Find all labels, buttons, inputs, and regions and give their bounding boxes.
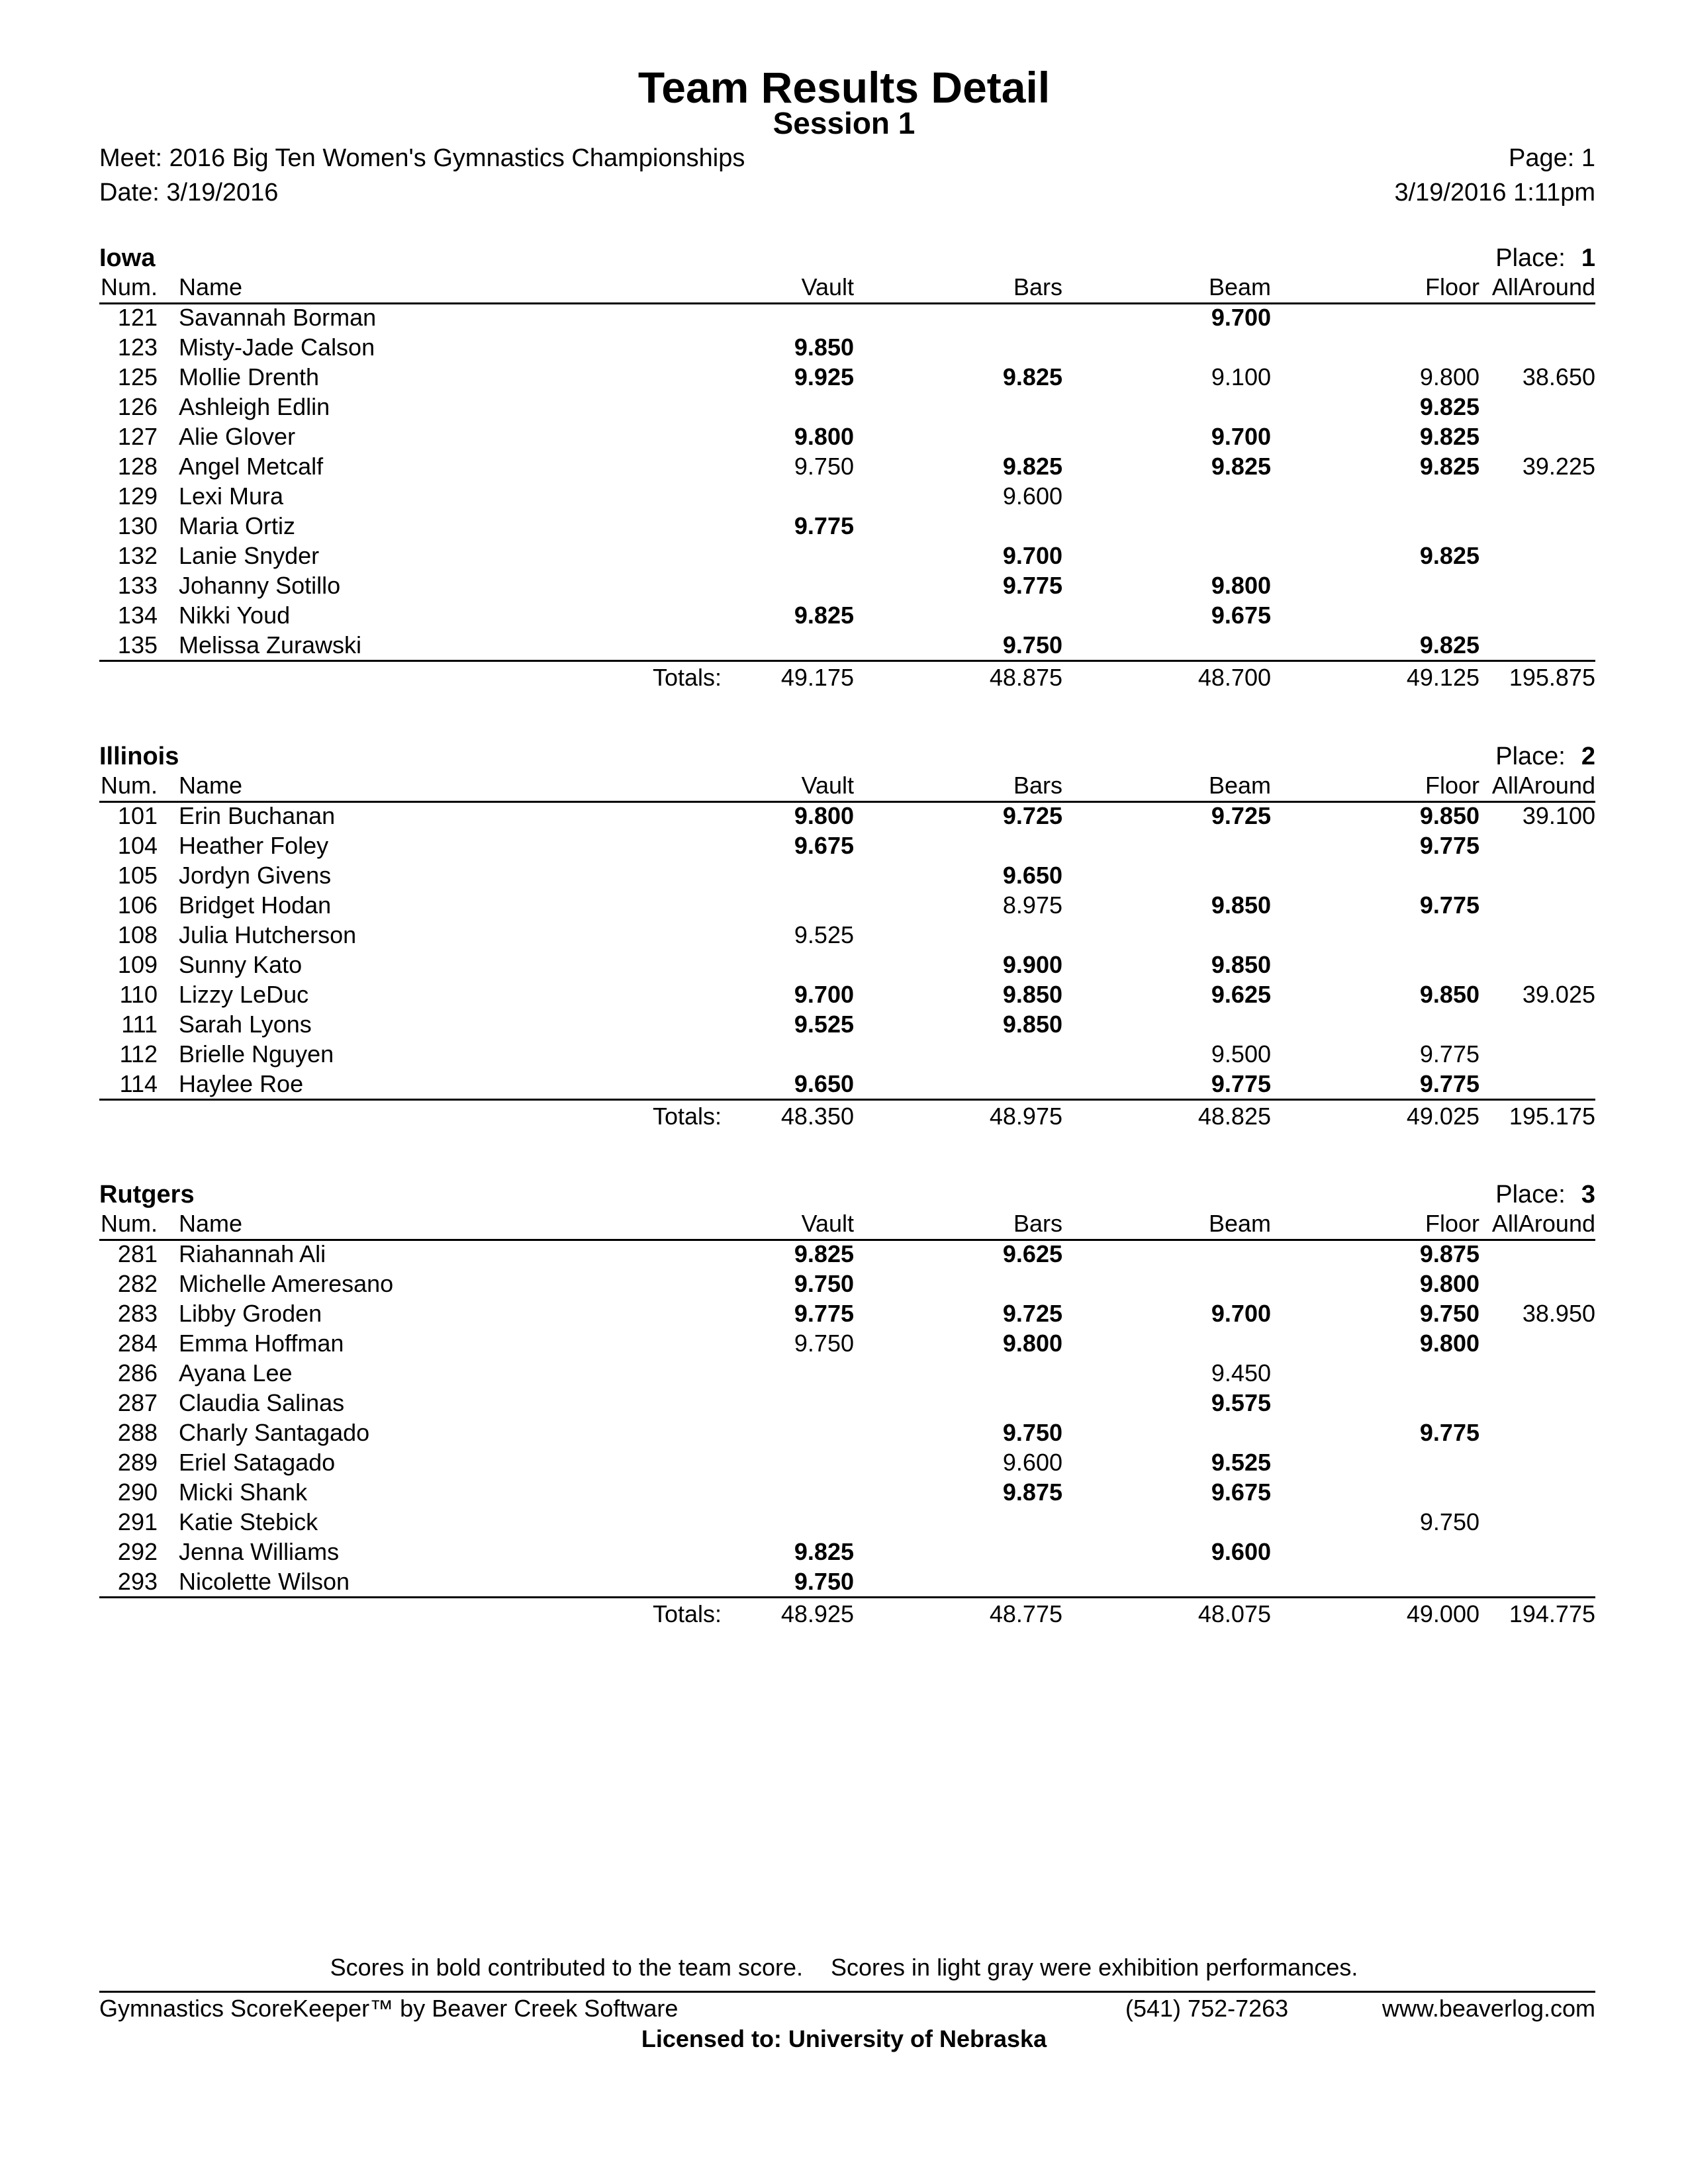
athlete-number: 292 [117, 1538, 158, 1565]
team-totals-row [99, 660, 1595, 692]
athlete-number: 106 [117, 891, 158, 919]
table-row [99, 451, 1595, 481]
vault-score: 9.700 [794, 981, 854, 1008]
athlete-name: Mollie Drenth [179, 363, 320, 390]
totals-label: Totals: [652, 664, 722, 691]
meet-label: Meet: [99, 144, 163, 172]
floor-score: 9.850 [1419, 802, 1479, 829]
bars-score: 9.750 [1002, 631, 1062, 659]
athlete-name: Jordyn Givens [179, 862, 332, 889]
beam-score: 9.800 [1211, 572, 1271, 599]
floor-score: 9.850 [1419, 981, 1479, 1008]
floor-score: 9.825 [1419, 423, 1479, 450]
beam-score: 9.700 [1211, 423, 1271, 450]
table-row [99, 302, 1595, 332]
vault-score: 9.525 [794, 1011, 854, 1038]
athlete-number: 127 [117, 423, 158, 450]
total-beam: 48.825 [1197, 1103, 1271, 1130]
team-place [1495, 1178, 1595, 1211]
athlete-rows [99, 1239, 1595, 1628]
bars-score: 9.875 [1002, 1479, 1062, 1506]
athlete-name: Heather Foley [179, 832, 329, 859]
athlete-name: Sarah Lyons [179, 1011, 312, 1038]
vault-score: 9.650 [794, 1070, 854, 1097]
athlete-name: Libby Groden [179, 1300, 322, 1327]
bars-score: 9.725 [1002, 802, 1062, 829]
table-row [99, 1328, 1595, 1358]
athlete-number: 123 [117, 334, 158, 361]
total-bars: 48.875 [989, 664, 1062, 691]
floor-score: 9.825 [1419, 631, 1479, 659]
floor-score: 9.775 [1419, 891, 1479, 919]
table-row [99, 362, 1595, 392]
phone-number: (541) 752-7263 [1125, 1995, 1289, 2022]
place-value: 1 [1581, 244, 1595, 272]
beam-score: 9.675 [1211, 602, 1271, 629]
table-row [99, 1358, 1595, 1388]
athlete-name: Haylee Roe [179, 1070, 304, 1097]
athlete-number: 282 [117, 1270, 158, 1297]
bars-score: 9.725 [1002, 1300, 1062, 1327]
aa-score: 39.100 [1522, 802, 1595, 829]
allaround-header: AllAround [1491, 273, 1595, 300]
num-header: Num. [100, 1210, 158, 1237]
aa-score: 38.650 [1522, 363, 1595, 390]
column-header [99, 272, 1595, 304]
vault-header: Vault [801, 772, 854, 799]
place-value: 2 [1581, 743, 1595, 770]
beam-score: 9.575 [1211, 1389, 1271, 1416]
athlete-name: Charly Santagado [179, 1419, 370, 1446]
printed-timestamp: 3/19/2016 1:11pm [1394, 179, 1595, 206]
athlete-number: 287 [117, 1389, 158, 1416]
session-subtitle: Session 1 [773, 106, 915, 140]
license-line: Licensed to: University of Nebraska [641, 2025, 1047, 2052]
bars-score: 9.825 [1002, 363, 1062, 390]
aa-score: 39.025 [1522, 981, 1595, 1008]
table-row [99, 1239, 1595, 1269]
athlete-number: 126 [117, 393, 158, 420]
team-place [1495, 242, 1595, 275]
athlete-name: Misty-Jade Calson [179, 334, 375, 361]
total-aa: 195.875 [1509, 664, 1595, 691]
total-vault: 49.175 [780, 664, 854, 691]
athlete-number: 291 [117, 1508, 158, 1535]
table-row [99, 392, 1595, 422]
table-row [99, 831, 1595, 860]
athlete-number: 110 [119, 981, 158, 1008]
vault-score: 9.850 [794, 334, 854, 361]
floor-score: 9.750 [1419, 1508, 1479, 1535]
table-row [99, 801, 1595, 831]
athlete-number: 108 [117, 921, 158, 948]
beam-score: 9.775 [1211, 1070, 1271, 1097]
vault-score: 9.800 [794, 802, 854, 829]
athlete-name: Sunny Kato [179, 951, 303, 978]
vault-score: 9.825 [794, 602, 854, 629]
athlete-name: Brielle Nguyen [179, 1040, 334, 1068]
beam-score: 9.450 [1211, 1359, 1271, 1387]
athlete-number: 105 [117, 862, 158, 889]
bars-score: 9.900 [1002, 951, 1062, 978]
table-row [99, 332, 1595, 362]
total-floor: 49.025 [1406, 1103, 1479, 1130]
table-row [99, 1039, 1595, 1069]
meet-date: 3/19/2016 [166, 179, 279, 206]
athlete-number: 101 [117, 802, 158, 829]
column-header [99, 1208, 1595, 1241]
vault-score: 9.925 [794, 363, 854, 390]
table-row [99, 1388, 1595, 1418]
table-row [99, 630, 1595, 660]
athlete-rows [99, 302, 1595, 692]
num-header: Num. [100, 273, 158, 300]
athlete-name: Lizzy LeDuc [179, 981, 309, 1008]
team-name: Illinois [99, 743, 179, 770]
athlete-name: Erin Buchanan [179, 802, 336, 829]
vault-header: Vault [801, 1210, 854, 1237]
date-line [99, 176, 278, 209]
athlete-name: Ayana Lee [179, 1359, 293, 1387]
allaround-header: AllAround [1491, 772, 1595, 799]
beam-score: 9.850 [1211, 891, 1271, 919]
athlete-number: 134 [117, 602, 158, 629]
floor-score: 9.775 [1419, 1419, 1479, 1446]
bars-header: Bars [1013, 273, 1062, 300]
athlete-number: 293 [117, 1568, 158, 1595]
athlete-name: Emma Hoffman [179, 1330, 344, 1357]
floor-score: 9.750 [1419, 1300, 1479, 1327]
athlete-number: 111 [121, 1011, 158, 1038]
aa-score: 39.225 [1522, 453, 1595, 480]
vault-score: 9.825 [794, 1538, 854, 1565]
beam-header: Beam [1208, 1210, 1271, 1237]
athlete-number: 284 [117, 1330, 158, 1357]
athlete-number: 114 [119, 1070, 158, 1097]
table-row [99, 950, 1595, 979]
beam-score: 9.625 [1211, 981, 1271, 1008]
table-row [99, 511, 1595, 541]
bars-score: 9.850 [1002, 1011, 1062, 1038]
athlete-number: 104 [117, 832, 158, 859]
vault-score: 9.675 [794, 832, 854, 859]
vault-score: 9.825 [794, 1240, 854, 1267]
beam-score: 9.850 [1211, 951, 1271, 978]
total-bars: 48.775 [989, 1600, 1062, 1627]
table-row [99, 979, 1595, 1009]
allaround-header: AllAround [1491, 1210, 1595, 1237]
bars-score: 9.600 [1002, 482, 1062, 510]
beam-header: Beam [1208, 273, 1271, 300]
total-vault: 48.925 [780, 1600, 854, 1627]
totals-label: Totals: [652, 1103, 722, 1130]
athlete-name: Bridget Hodan [179, 891, 332, 919]
table-row [99, 1537, 1595, 1567]
athlete-name: Maria Ortiz [179, 512, 296, 539]
table-row [99, 1069, 1595, 1099]
athlete-number: 128 [117, 453, 158, 480]
bars-score: 9.600 [1002, 1449, 1062, 1476]
team-totals-row [99, 1596, 1595, 1628]
vault-score: 9.750 [794, 1330, 854, 1357]
bars-score: 9.650 [1002, 862, 1062, 889]
footer-divider [99, 1991, 1595, 1993]
table-row [99, 481, 1595, 511]
floor-score: 9.775 [1419, 1070, 1479, 1097]
athlete-rows [99, 801, 1595, 1130]
floor-header: Floor [1425, 273, 1479, 300]
beam-score: 9.525 [1211, 1449, 1271, 1476]
team-name: Rutgers [99, 1181, 195, 1208]
table-row [99, 890, 1595, 920]
beam-score: 9.825 [1211, 453, 1271, 480]
vault-score: 9.775 [794, 512, 854, 539]
website-link[interactable]: www.beaverlog.com [1382, 1995, 1595, 2022]
meet-line [99, 142, 745, 175]
vault-score: 9.525 [794, 921, 854, 948]
athlete-name: Claudia Salinas [179, 1389, 345, 1416]
athlete-name: Eriel Satagado [179, 1449, 336, 1476]
place-value: 3 [1581, 1181, 1595, 1208]
floor-score: 9.800 [1419, 1270, 1479, 1297]
athlete-name: Alie Glover [179, 423, 296, 450]
vault-header: Vault [801, 273, 854, 300]
total-bars: 48.975 [989, 1103, 1062, 1130]
athlete-number: 286 [117, 1359, 158, 1387]
name-header: Name [179, 772, 243, 799]
athlete-name: Johanny Sotillo [179, 572, 341, 599]
beam-score: 9.100 [1211, 363, 1271, 390]
table-row [99, 1477, 1595, 1507]
totals-label: Totals: [652, 1600, 722, 1627]
bars-score: 9.850 [1002, 981, 1062, 1008]
total-vault: 48.350 [780, 1103, 854, 1130]
floor-header: Floor [1425, 1210, 1479, 1237]
total-aa: 194.775 [1509, 1600, 1595, 1627]
vault-score: 9.750 [794, 1270, 854, 1297]
athlete-number: 290 [117, 1479, 158, 1506]
athlete-number: 133 [117, 572, 158, 599]
table-row [99, 1567, 1595, 1596]
bars-score: 9.800 [1002, 1330, 1062, 1357]
bars-score: 9.825 [1002, 453, 1062, 480]
table-row [99, 570, 1595, 600]
athlete-name: Nicolette Wilson [179, 1568, 350, 1595]
meet-name: 2016 Big Ten Women's Gymnastics Championships [169, 144, 745, 172]
total-aa: 195.175 [1509, 1103, 1595, 1130]
software-credit: Gymnastics ScoreKeeper™ by Beaver Creek Software [99, 1995, 679, 2022]
athlete-name: Savannah Borman [179, 304, 377, 331]
athlete-name: Nikki Youd [179, 602, 291, 629]
athlete-name: Katie Stebick [179, 1508, 318, 1535]
table-row [99, 1507, 1595, 1537]
floor-score: 9.875 [1419, 1240, 1479, 1267]
athlete-name: Michelle Ameresano [179, 1270, 394, 1297]
column-header [99, 770, 1595, 803]
report-title: Team Results Detail [637, 63, 1051, 112]
date-label: Date: [99, 179, 160, 206]
place-label: Place: [1495, 743, 1566, 770]
athlete-number: 109 [117, 951, 158, 978]
table-row [99, 422, 1595, 451]
page-number: 1 [1581, 144, 1595, 172]
athlete-number: 281 [117, 1240, 158, 1267]
aa-score: 38.950 [1522, 1300, 1595, 1327]
bars-score: 9.775 [1002, 572, 1062, 599]
total-beam: 48.075 [1197, 1600, 1271, 1627]
bars-score: 8.975 [1002, 891, 1062, 919]
floor-score: 9.800 [1419, 363, 1479, 390]
score-legend [0, 1952, 1688, 1983]
beam-score: 9.675 [1211, 1479, 1271, 1506]
bars-header: Bars [1013, 772, 1062, 799]
floor-score: 9.825 [1419, 393, 1479, 420]
page-label: Page: [1508, 144, 1575, 172]
total-floor: 49.125 [1406, 664, 1479, 691]
athlete-name: Micki Shank [179, 1479, 308, 1506]
total-beam: 48.700 [1197, 664, 1271, 691]
name-header: Name [179, 1210, 243, 1237]
athlete-name: Lanie Snyder [179, 542, 320, 569]
bars-score: 9.625 [1002, 1240, 1062, 1267]
athlete-name: Melissa Zurawski [179, 631, 362, 659]
bars-score: 9.750 [1002, 1419, 1062, 1446]
athlete-name: Angel Metcalf [179, 453, 324, 480]
floor-score: 9.775 [1419, 832, 1479, 859]
beam-score: 9.500 [1211, 1040, 1271, 1068]
table-row [99, 600, 1595, 630]
num-header: Num. [100, 772, 158, 799]
team-totals-row [99, 1099, 1595, 1130]
athlete-number: 121 [117, 304, 158, 331]
gray-score-note: Scores in light gray were exhibition performances. [831, 1954, 1358, 1981]
floor-score: 9.825 [1419, 542, 1479, 569]
table-row [99, 1447, 1595, 1477]
athlete-number: 135 [117, 631, 158, 659]
team-name: Iowa [99, 244, 156, 272]
place-label: Place: [1495, 244, 1566, 272]
table-row [99, 1269, 1595, 1298]
athlete-number: 283 [117, 1300, 158, 1327]
vault-score: 9.750 [794, 1568, 854, 1595]
vault-score: 9.775 [794, 1300, 854, 1327]
beam-score: 9.700 [1211, 304, 1271, 331]
athlete-number: 289 [117, 1449, 158, 1476]
table-row [99, 541, 1595, 570]
athlete-number: 288 [117, 1419, 158, 1446]
athlete-name: Riahannah Ali [179, 1240, 326, 1267]
floor-header: Floor [1425, 772, 1479, 799]
athlete-number: 125 [117, 363, 158, 390]
team-place [1495, 740, 1595, 773]
beam-score: 9.700 [1211, 1300, 1271, 1327]
athlete-name: Jenna Williams [179, 1538, 340, 1565]
floor-score: 9.825 [1419, 453, 1479, 480]
floor-score: 9.800 [1419, 1330, 1479, 1357]
table-row [99, 1418, 1595, 1447]
athlete-name: Julia Hutcherson [179, 921, 357, 948]
athlete-number: 130 [117, 512, 158, 539]
table-row [99, 1298, 1595, 1328]
athlete-name: Ashleigh Edlin [179, 393, 330, 420]
table-row [99, 860, 1595, 890]
athlete-number: 129 [117, 482, 158, 510]
floor-score: 9.775 [1419, 1040, 1479, 1068]
bars-header: Bars [1013, 1210, 1062, 1237]
athlete-name: Lexi Mura [179, 482, 284, 510]
page-line [1509, 142, 1595, 175]
beam-score: 9.725 [1211, 802, 1271, 829]
bold-score-note: Scores in bold contributed to the team score. [330, 1954, 803, 1981]
athlete-number: 132 [117, 542, 158, 569]
vault-score: 9.800 [794, 423, 854, 450]
place-label: Place: [1495, 1181, 1566, 1208]
table-row [99, 1009, 1595, 1039]
total-floor: 49.000 [1406, 1600, 1479, 1627]
vault-score: 9.750 [794, 453, 854, 480]
beam-header: Beam [1208, 772, 1271, 799]
athlete-number: 112 [119, 1040, 158, 1068]
bars-score: 9.700 [1002, 542, 1062, 569]
beam-score: 9.600 [1211, 1538, 1271, 1565]
name-header: Name [179, 273, 243, 300]
table-row [99, 920, 1595, 950]
